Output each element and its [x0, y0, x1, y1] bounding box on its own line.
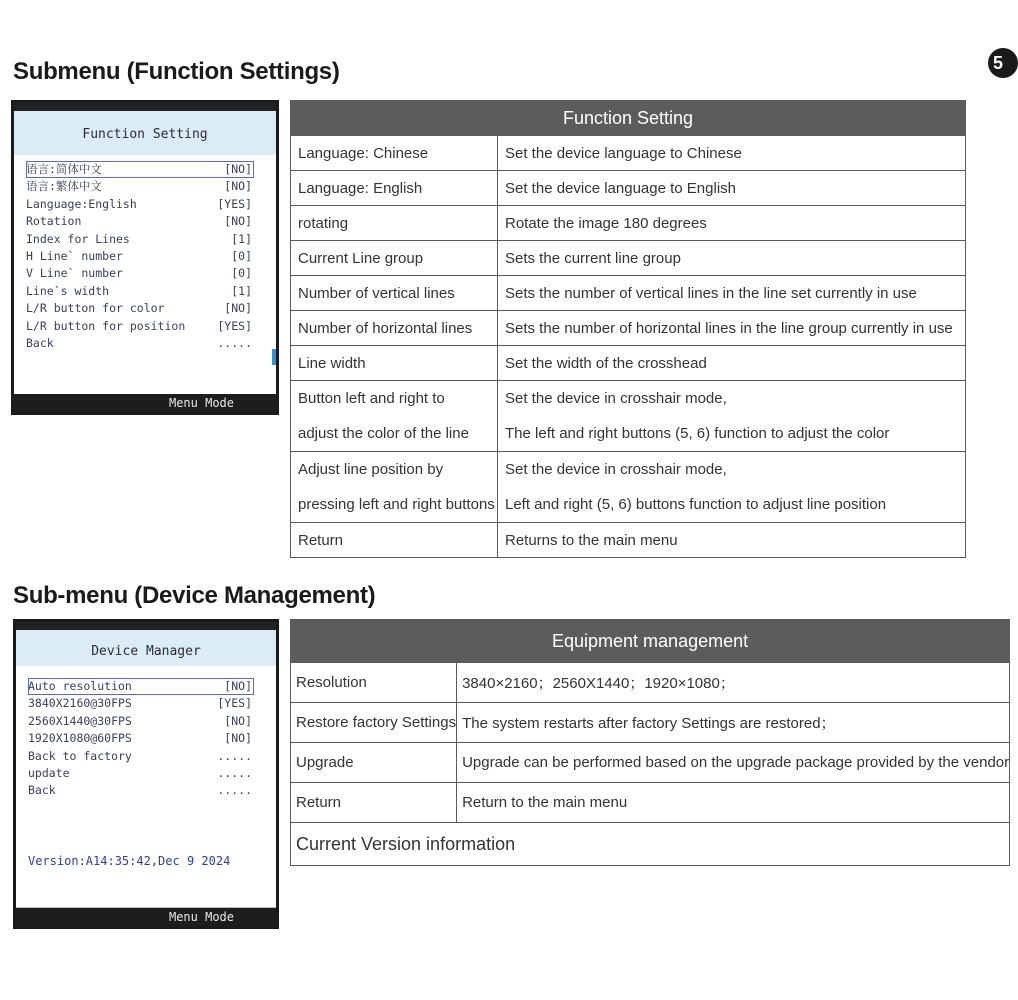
- row-name: Resolution: [291, 663, 457, 703]
- screen-menu-list: [28, 678, 254, 800]
- screen-title: Function Setting: [14, 111, 276, 155]
- menu-item-label: L/R button for position: [26, 318, 186, 333]
- row-name: [291, 381, 498, 452]
- table-row: [291, 523, 966, 558]
- menu-item-label: L/R button for color: [26, 301, 165, 316]
- row-name: Number of horizontal lines: [291, 311, 498, 346]
- table-row: [291, 136, 966, 171]
- menu-item-value: .....: [217, 783, 252, 798]
- menu-item-value: [NO]: [224, 713, 252, 728]
- menu-item-lang-simplified[interactable]: [26, 161, 254, 178]
- row-name-line1: Adjust line position by: [298, 461, 444, 478]
- menu-item-label: Back: [28, 783, 56, 798]
- menu-item-value: [0]: [231, 249, 252, 264]
- menu-item-rotation[interactable]: [26, 213, 254, 230]
- screen-menu-list: [26, 161, 254, 352]
- menu-item-update[interactable]: [28, 765, 254, 782]
- menu-item-res-1920[interactable]: [28, 730, 254, 747]
- menu-item-label: 2560X1440@30FPS: [28, 713, 132, 728]
- row-name: Language: Chinese: [291, 136, 498, 171]
- row-name: Current Line group: [291, 241, 498, 276]
- row-name: Restore factory Settings: [291, 703, 457, 743]
- row-desc: Set the device language to Chinese: [498, 136, 966, 171]
- table-row: [291, 171, 966, 206]
- table-row: [291, 663, 1010, 703]
- menu-item-back[interactable]: [28, 782, 254, 799]
- row-desc: Sets the number of vertical lines in the line set currently in use: [498, 276, 966, 311]
- table-header: Function Setting: [291, 101, 966, 136]
- row-name: Line width: [291, 346, 498, 381]
- menu-item-res-2560[interactable]: [28, 713, 254, 730]
- menu-item-value: [NO]: [224, 679, 252, 693]
- menu-item-index-lines[interactable]: [26, 231, 254, 248]
- menu-item-line-width[interactable]: [26, 283, 254, 300]
- table-row: [291, 241, 966, 276]
- menu-item-label: Language:English: [26, 196, 137, 211]
- menu-item-label: Back: [26, 336, 54, 351]
- table-row: [291, 206, 966, 241]
- row-desc: The system restarts after factory Settings are restored；: [457, 703, 1010, 743]
- menu-item-lang-traditional[interactable]: [26, 178, 254, 195]
- screen-footer: Menu Mode: [16, 908, 276, 926]
- row-name: rotating: [291, 206, 498, 241]
- menu-item-label: 语言:简体中文: [26, 162, 102, 176]
- menu-item-label: 语言:繁体中文: [26, 179, 102, 194]
- row-desc: Upgrade can be performed based on the upgrade package provided by the vendor: [457, 743, 1010, 783]
- row-desc: Sets the number of horizontal lines in the line group currently in use: [498, 311, 966, 346]
- menu-item-value: [1]: [231, 283, 252, 298]
- row-name: Return: [291, 523, 498, 558]
- menu-item-label: Rotation: [26, 214, 82, 229]
- menu-item-v-line-number[interactable]: [26, 265, 254, 282]
- screen-top-strip: [14, 103, 276, 111]
- menu-item-back[interactable]: [26, 335, 254, 352]
- row-desc-line2: Left and right (5, 6) buttons function to adjust line position: [505, 496, 887, 513]
- menu-item-label: Line`s width: [26, 283, 110, 298]
- function-setting-screen: [11, 100, 279, 415]
- version-text: Version:A14:35:42,Dec 9 2024: [28, 854, 231, 868]
- table-row: [291, 381, 966, 452]
- menu-item-value: [NO]: [224, 162, 252, 176]
- menu-item-label: Index for Lines: [26, 231, 130, 246]
- screen-top-strip: [16, 622, 276, 630]
- screen-footer: Menu Mode: [14, 394, 276, 412]
- menu-item-h-line-number[interactable]: [26, 248, 254, 265]
- table-row: [291, 346, 966, 381]
- table-row: [291, 823, 1010, 866]
- table-row: [291, 311, 966, 346]
- row-name: [291, 452, 498, 523]
- row-name: Return: [291, 783, 457, 823]
- section-title-device-management: Sub-menu (Device Management): [13, 582, 376, 609]
- row-desc-line1: Set the device in crosshair mode,: [505, 461, 727, 478]
- version-info-row: Current Version information: [291, 823, 1010, 866]
- row-name: Upgrade: [291, 743, 457, 783]
- row-desc: Set the width of the crosshead: [498, 346, 966, 381]
- menu-item-value: [NO]: [224, 179, 252, 194]
- menu-item-value: [1]: [231, 231, 252, 246]
- menu-item-label: Auto resolution: [28, 679, 132, 693]
- menu-item-label: V Line` number: [26, 266, 123, 281]
- device-manager-screen: [13, 619, 279, 929]
- menu-item-res-3840[interactable]: [28, 695, 254, 712]
- row-desc: [498, 452, 966, 523]
- equipment-management-table: [290, 619, 1010, 866]
- menu-item-value: [NO]: [224, 731, 252, 746]
- row-name: Language: English: [291, 171, 498, 206]
- row-desc-line2: The left and right buttons (5, 6) function to adjust the color: [505, 425, 890, 442]
- scrollbar-thumb: [272, 349, 276, 365]
- row-name-line1: Button left and right to: [298, 390, 445, 407]
- table-row: [291, 703, 1010, 743]
- row-desc: Return to the main menu: [457, 783, 1010, 823]
- menu-item-value: [YES]: [217, 696, 252, 711]
- menu-item-auto-resolution[interactable]: [28, 678, 254, 695]
- table-header: Equipment management: [291, 620, 1010, 663]
- page-number-badge: 5: [988, 48, 1018, 78]
- row-desc: Returns to the main menu: [498, 523, 966, 558]
- menu-item-lang-english[interactable]: [26, 196, 254, 213]
- row-name-line2: pressing left and right buttons: [298, 496, 495, 513]
- menu-item-back-to-factory[interactable]: [28, 748, 254, 765]
- row-desc: Rotate the image 180 degrees: [498, 206, 966, 241]
- table-row: [291, 276, 966, 311]
- menu-item-label: Back to factory: [28, 748, 132, 763]
- row-desc: Sets the current line group: [498, 241, 966, 276]
- menu-item-lr-color[interactable]: [26, 300, 254, 317]
- menu-item-value: [NO]: [224, 214, 252, 229]
- function-setting-table: [290, 100, 966, 558]
- table-row: [291, 452, 966, 523]
- menu-item-value: [YES]: [217, 318, 252, 333]
- menu-item-label: H Line` number: [26, 249, 123, 264]
- row-desc: Set the device language to English: [498, 171, 966, 206]
- menu-item-value: [0]: [231, 266, 252, 281]
- menu-item-label: update: [28, 766, 70, 781]
- menu-item-label: 3840X2160@30FPS: [28, 696, 132, 711]
- row-desc-line1: Set the device in crosshair mode,: [505, 390, 727, 407]
- menu-item-value: [YES]: [217, 196, 252, 211]
- row-desc: [498, 381, 966, 452]
- menu-item-value: .....: [217, 748, 252, 763]
- menu-item-value: [NO]: [224, 301, 252, 316]
- menu-item-label: 1920X1080@60FPS: [28, 731, 132, 746]
- table-row: [291, 783, 1010, 823]
- section-title-function-settings: Submenu (Function Settings): [13, 58, 340, 85]
- row-name-line2: adjust the color of the line: [298, 425, 469, 442]
- menu-item-lr-position[interactable]: [26, 318, 254, 335]
- menu-item-value: .....: [217, 766, 252, 781]
- table-row: [291, 743, 1010, 783]
- menu-item-value: .....: [217, 336, 252, 351]
- row-desc: 3840×2160；2560X1440；1920×1080；: [457, 663, 1010, 703]
- row-name: Number of vertical lines: [291, 276, 498, 311]
- screen-title: Device Manager: [16, 630, 276, 666]
